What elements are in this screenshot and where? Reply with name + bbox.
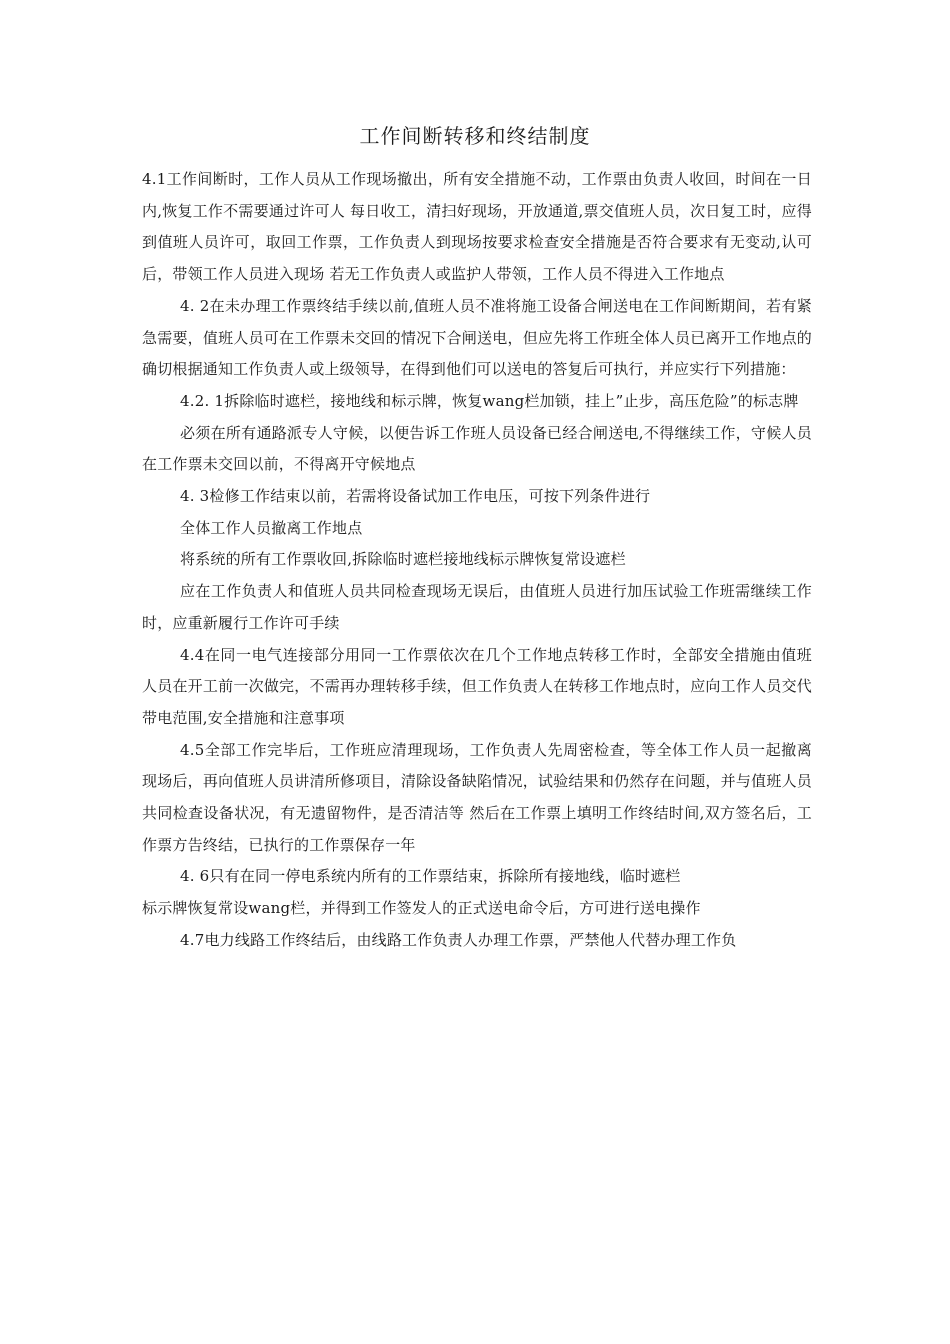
paragraph-4-2-1: 4.2. 1拆除临时遮栏，接地线和标示牌，恢复wang栏加锁，挂上”止步，高压危险”的标志牌 [180,391,799,410]
paragraph-4-6: 4. 6只有在同一停电系统内所有的工作票结束，拆除所有接地线，临时遮栏 [180,867,681,886]
paragraph-guard: 必须在所有通路派专人守候，以便告诉工作班人员设备已经合闸送电,不得继续工作，守候人员在工作票未交回以前，不得离开守候地点 [142,423,812,474]
paragraph-4-2: 4. 2在未办理工作票终结手续以前,值班人员不准将施工设备合闸送电在工作间断期间，若有紧急需要，值班人员可在工作票未交回的情况下合闸送电，但应先将工作班全体人员已离开工作地点的确切根据通知工作负责人或上级领导，在得到他们可以送电的答复后可执行，并应实行下列措施： [142,296,812,379]
paragraph-4-1: 4.1工作间断时，工作人员从工作现场撤出，所有安全措施不动，工作票由负责人收回，时间在一日内,恢复工作不需要通过许可人 每日收工，清扫好现场，开放通道,票交值班人员，次日复工时，应得到值班人员许可，取回工作票，工作负责人到现场按要求检查安全措施是否符合要求有无变动,认可后，带领工作人员进入现场 若无工作负责人或监护人带领，工作人员不得进入工作地点 [142,170,812,284]
document-title: 工作间断转移和终结制度 [359,124,591,148]
paragraph-4-7: 4.7电力线路工作终结后，由线路工作负责人办理工作票，严禁他人代替办理工作负 [180,930,737,949]
paragraph-4-3: 4. 3检修工作结束以前，若需将设备试加工作电压，可按下列条件进行 [180,487,651,506]
paragraph-4-5: 4.5全部工作完毕后，工作班应清理现场，工作负责人先周密检查，等全体工作人员一起撤离现场后，再向值班人员讲清所修项目，清除设备缺陷情况，试验结果和仍然存在问题，并与值班人员共同检查设备状况，有无遗留物件，是否清洁等 然后在工作票上填明工作终结时间,双方签名后，工作票方告终结，已执行的工作票保存一年 [142,740,812,854]
document-body [142,164,812,957]
paragraph-4-4: 4.4在同一电气连接部分用同一工作票依次在几个工作地点转移工作时，全部安全措施由值班人员在开工前一次做完，不需再办理转移手续，但工作负责人在转移工作地点时，应向工作人员交代带电范围,安全措施和注意事项 [142,645,812,727]
paragraph-condition-1: 全体工作人员撤离工作地点 [180,518,363,537]
paragraph-condition-3: 应在工作负责人和值班人员共同检查现场无误后，由值班人员进行加压试验工作班需继续工作时，应重新履行工作许可手续 [142,582,812,632]
paragraph-4-6-cont: 标示牌恢复常设wang栏，并得到工作签发人的正式送电命令后，方可进行送电操作 [142,899,701,918]
paragraph-condition-2: 将系统的所有工作票收回,拆除临时遮栏接地线标示牌恢复常设遮栏 [180,550,626,569]
